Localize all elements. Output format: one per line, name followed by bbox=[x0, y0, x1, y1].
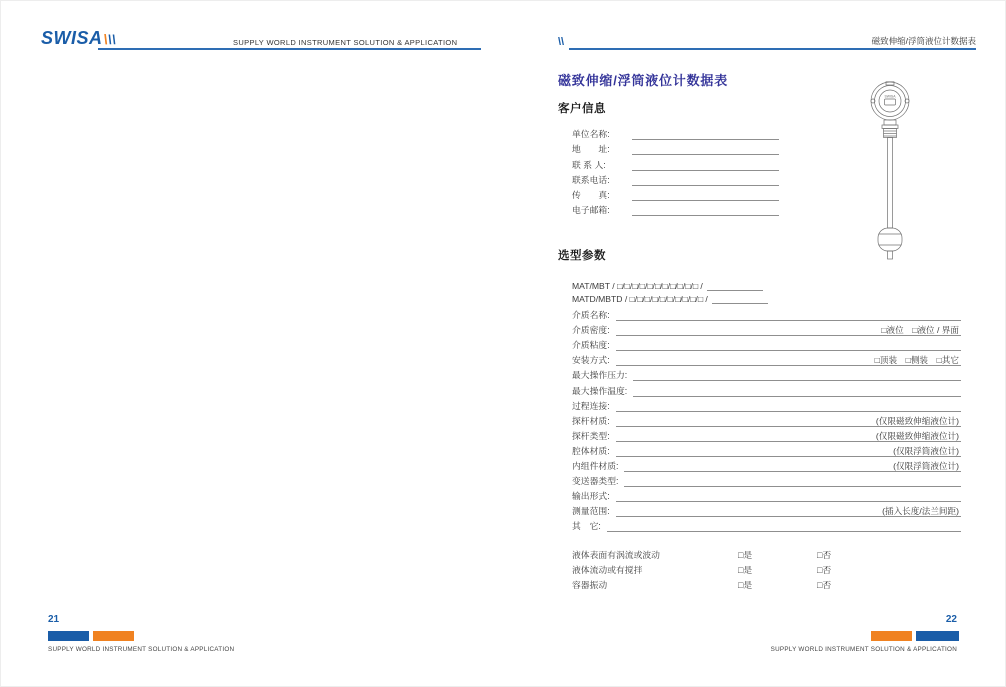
param-note bbox=[959, 475, 961, 485]
param-row-medium-name bbox=[572, 306, 961, 321]
swisa-logo-text: SWISA bbox=[41, 28, 103, 48]
footer-tagline-right: SUPPLY WORLD INSTRUMENT SOLUTION & APPLICATION bbox=[770, 646, 957, 653]
field-label: 联系电话: bbox=[572, 174, 610, 185]
model-separator: / bbox=[703, 294, 708, 305]
model-blank-line bbox=[712, 295, 768, 304]
param-label: 安装方式: bbox=[572, 355, 610, 366]
customer-row-fax bbox=[572, 186, 779, 201]
header-slashes-icon: \\ bbox=[558, 36, 565, 48]
param-note bbox=[959, 385, 961, 395]
page-number-left: 21 bbox=[48, 614, 60, 625]
param-note bbox=[959, 490, 961, 500]
param-note bbox=[959, 369, 961, 379]
model-code-lines bbox=[572, 277, 768, 304]
question-row-flow-stirring bbox=[572, 562, 831, 577]
param-row-medium-viscosity bbox=[572, 336, 961, 351]
param-blank-line bbox=[624, 475, 961, 487]
question-label: 液体表面有涡流或波动 bbox=[572, 550, 660, 561]
param-row-other bbox=[572, 517, 961, 532]
param-blank-line bbox=[633, 369, 961, 381]
param-row-internals-material bbox=[572, 457, 961, 472]
page-title: 磁致伸缩/浮筒液位计数据表 bbox=[558, 73, 729, 88]
condition-questions bbox=[572, 547, 831, 593]
param-row-mounting bbox=[572, 351, 961, 366]
footer-bar-blue-left bbox=[48, 631, 89, 641]
logo-orange-slash-icon: \ bbox=[103, 31, 108, 47]
field-blank-line bbox=[632, 159, 779, 171]
param-row-probe-type bbox=[572, 427, 961, 442]
param-blank-line bbox=[624, 460, 961, 472]
model-code-boxes: □/□/□/□/□/□/□/□/□/□ bbox=[629, 294, 704, 305]
param-note: (仅限浮筒液位计) bbox=[893, 461, 959, 472]
param-note-checkboxes: □液位 □液位 / 界面 bbox=[881, 325, 959, 336]
param-label: 介质密度: bbox=[572, 325, 610, 336]
header-tagline-left: SUPPLY WORLD INSTRUMENT SOLUTION & APPLICATION bbox=[233, 38, 458, 47]
field-label: 传 真: bbox=[572, 189, 610, 200]
param-blank-line bbox=[616, 490, 961, 502]
param-label: 内组件材质: bbox=[572, 461, 619, 472]
header-rule-right bbox=[569, 48, 976, 50]
param-label: 过程连接: bbox=[572, 400, 610, 411]
field-label: 电子邮箱: bbox=[572, 205, 610, 216]
param-label: 最大操作温度: bbox=[572, 385, 628, 396]
footer-tagline-left: SUPPLY WORLD INSTRUMENT SOLUTION & APPLICATION bbox=[48, 646, 235, 653]
section-heading-customer: 客户信息 bbox=[558, 103, 606, 115]
model-code-boxes: □/□/□/□/□/□/□/□/□/□/□ bbox=[617, 280, 699, 291]
level-transmitter-drawing-svg bbox=[846, 81, 926, 261]
question-label: 容器振动 bbox=[572, 580, 608, 591]
customer-row-company bbox=[572, 125, 779, 140]
param-blank-line bbox=[616, 309, 961, 321]
question-row-surface-vortex bbox=[572, 547, 831, 562]
header-rule-left bbox=[98, 48, 481, 50]
model-blank-line bbox=[707, 282, 763, 291]
yes-checkbox: □是 bbox=[738, 580, 753, 591]
model-line-matd-mbtd bbox=[572, 291, 768, 305]
param-note: (仅限磁致伸缩液位计) bbox=[875, 430, 959, 441]
instrument-brand-text: SWISA bbox=[884, 94, 896, 99]
param-blank-line bbox=[607, 520, 961, 532]
param-blank-line bbox=[616, 445, 961, 457]
param-blank-line bbox=[616, 339, 961, 351]
param-blank-line bbox=[616, 505, 961, 517]
param-row-max-temperature bbox=[572, 381, 961, 396]
param-blank-line bbox=[616, 324, 961, 336]
model-prefix: MAT/MBT / bbox=[572, 280, 618, 291]
yes-checkbox: □是 bbox=[738, 565, 753, 576]
param-label: 探杆材质: bbox=[572, 415, 610, 426]
param-row-max-pressure bbox=[572, 366, 961, 381]
param-blank-line bbox=[616, 430, 961, 442]
param-blank-line bbox=[616, 400, 961, 412]
model-line-mat-mbt bbox=[572, 277, 768, 291]
field-blank-line bbox=[632, 143, 779, 155]
no-checkbox: □否 bbox=[817, 580, 832, 591]
param-note: (仅限磁致伸缩液位计) bbox=[875, 415, 959, 426]
question-row-vessel-vibration bbox=[572, 577, 831, 592]
customer-row-phone bbox=[572, 171, 779, 186]
field-blank-line bbox=[632, 174, 779, 186]
model-separator: / bbox=[698, 280, 703, 291]
customer-row-address bbox=[572, 140, 779, 155]
yes-checkbox: □是 bbox=[738, 550, 753, 561]
param-row-output-form bbox=[572, 487, 961, 502]
no-checkbox: □否 bbox=[817, 565, 832, 576]
field-blank-line bbox=[632, 128, 779, 140]
param-label: 变送器类型: bbox=[572, 476, 619, 487]
param-row-measuring-range bbox=[572, 502, 961, 517]
footer-bar-orange-right bbox=[871, 631, 912, 641]
customer-row-email bbox=[572, 201, 779, 216]
field-label: 地 址: bbox=[572, 144, 610, 155]
footer-bar-orange-left bbox=[93, 631, 134, 641]
page-number-right: 22 bbox=[945, 614, 957, 625]
level-transmitter-drawing bbox=[846, 81, 926, 266]
param-row-medium-density bbox=[572, 321, 961, 336]
param-blank-line bbox=[633, 385, 961, 397]
logo-blue-slashes-icon: \\ bbox=[107, 32, 117, 47]
parameter-rows bbox=[572, 306, 961, 532]
customer-row-contact bbox=[572, 155, 779, 170]
param-label: 测量范围: bbox=[572, 506, 610, 517]
no-checkbox: □否 bbox=[817, 550, 832, 561]
field-label: 单位名称: bbox=[572, 129, 610, 140]
param-label: 探杆类型: bbox=[572, 430, 610, 441]
param-row-chamber-material bbox=[572, 442, 961, 457]
param-blank-line bbox=[616, 415, 961, 427]
param-row-process-connection bbox=[572, 397, 961, 412]
param-label: 输出形式: bbox=[572, 491, 610, 502]
param-row-transmitter-type bbox=[572, 472, 961, 487]
field-label: 联 系 人: bbox=[572, 159, 606, 170]
param-row-probe-material bbox=[572, 412, 961, 427]
field-blank-line bbox=[632, 204, 779, 216]
param-label: 其 它: bbox=[572, 521, 601, 532]
param-note: (插入长度/法兰间距) bbox=[882, 506, 959, 517]
param-note: (仅限浮筒液位计) bbox=[893, 445, 959, 456]
param-note-checkboxes: □顶装 □侧装 □其它 bbox=[874, 355, 959, 366]
param-note bbox=[959, 309, 961, 319]
param-note bbox=[959, 400, 961, 410]
customer-fields bbox=[572, 125, 779, 216]
section-heading-selection: 选型参数 bbox=[558, 250, 606, 262]
param-blank-line bbox=[616, 354, 961, 366]
param-label: 腔体材质: bbox=[572, 445, 610, 456]
header-doc-title: 磁致伸缩/浮筒液位计数据表 bbox=[871, 36, 976, 46]
question-label: 液体流动或有搅拌 bbox=[572, 565, 643, 576]
param-note bbox=[959, 520, 961, 530]
param-label: 最大操作压力: bbox=[572, 370, 628, 381]
model-prefix: MATD/MBTD / bbox=[572, 294, 630, 305]
field-blank-line bbox=[632, 189, 779, 201]
swisa-logo bbox=[41, 28, 116, 49]
param-note bbox=[959, 339, 961, 349]
param-label: 介质粘度: bbox=[572, 340, 610, 351]
footer-bar-blue-right bbox=[916, 631, 959, 641]
param-label: 介质名称: bbox=[572, 310, 610, 321]
